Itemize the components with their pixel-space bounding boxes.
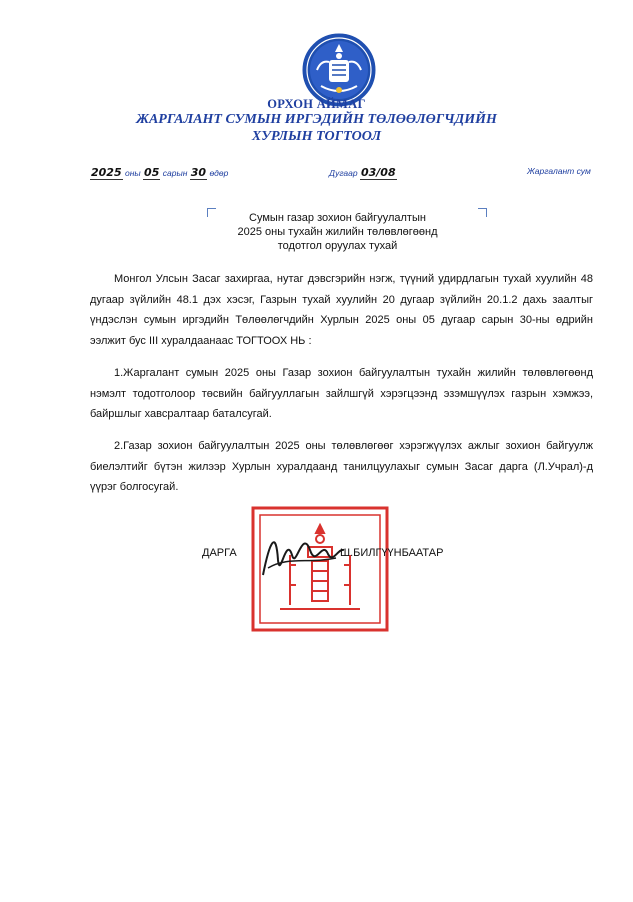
aimag-name: ОРХОН АЙМАГ [267, 97, 366, 111]
handwritten-signature [258, 520, 348, 590]
date-day: 30 [190, 166, 207, 179]
resolution-subject [215, 211, 460, 253]
council-title-line2: ХУРЛЫН ТОГТООЛ [251, 129, 382, 144]
signatory-name: Ш.БИЛГҮҮНБААТАР [340, 547, 444, 559]
council-title-line1: ЖАРГАЛАНТ СУМЫН ИРГЭДИЙН ТӨЛӨӨЛӨГЧДИЙН [136, 112, 497, 127]
signatory-title: ДАРГА [202, 547, 237, 559]
clause-1-paragraph: 1.Жаргалант сумын 2025 оны Газар зохион байгуулалтын тухайн жилийн төлөвлөгөөнд нэмэлт тодотголоор төсвийн байгууллагын зайлшгүй хэрэгцээнд эзэмшүүлэх газрын хэмжээ, байршлыг хавсралтаар баталсугай. [90, 367, 593, 420]
clause-2-paragraph: 2.Газар зохион байгуулалтын 2025 оны төлөвлөгөөг хэрэгжүүлэх ажлыг зохион байгуулж биелэлтийг бүтэн жилээр Хурлын хуралдаанд танилцуулахыг сумын Засаг дарга (Л.Учрал)-д үүрэг болгосугай. [90, 440, 593, 493]
date-year: 2025 [91, 166, 122, 179]
subject-line2: 2025 оны тухайн жилийн төлөвлөгөөнд [237, 226, 438, 238]
corner-mark-right [478, 208, 487, 217]
date-month: 05 [144, 166, 160, 179]
subject-line1: Сумын газар зохион байгуулалтын [249, 212, 426, 224]
subject-line3: тодотгол оруулах тухай [277, 240, 398, 252]
number-label: Дугаар [329, 168, 358, 178]
date-day-suffix: өдөр [209, 168, 229, 178]
date-month-suffix: сарын [162, 168, 188, 178]
preamble-paragraph: Монгол Улсын Засаг захиргаа, нутаг дэвсгэрийн нэгж, түүний удирдлагын тухай хуулийн 48 дугаар зүйлийн 48.1 дэх хэсэг, Газрын тухай хуулийн 20 дугаар зүйлийн 20.1.2 дахь заалтыг үндэслэн сумын иргэдийн Төлөөлөгчдийн Хурлын 2025 оны 05 дугаар сарын 30-ны өдрийн ээлжит бус III хуралдаанаас ТОГТООХ НЬ : [90, 273, 593, 347]
date-year-suffix: оны [125, 168, 141, 178]
resolution-number [329, 166, 397, 180]
number-value: 03/08 [360, 166, 396, 179]
date-line [90, 166, 228, 180]
place-name: Жаргалант сум [527, 166, 591, 176]
